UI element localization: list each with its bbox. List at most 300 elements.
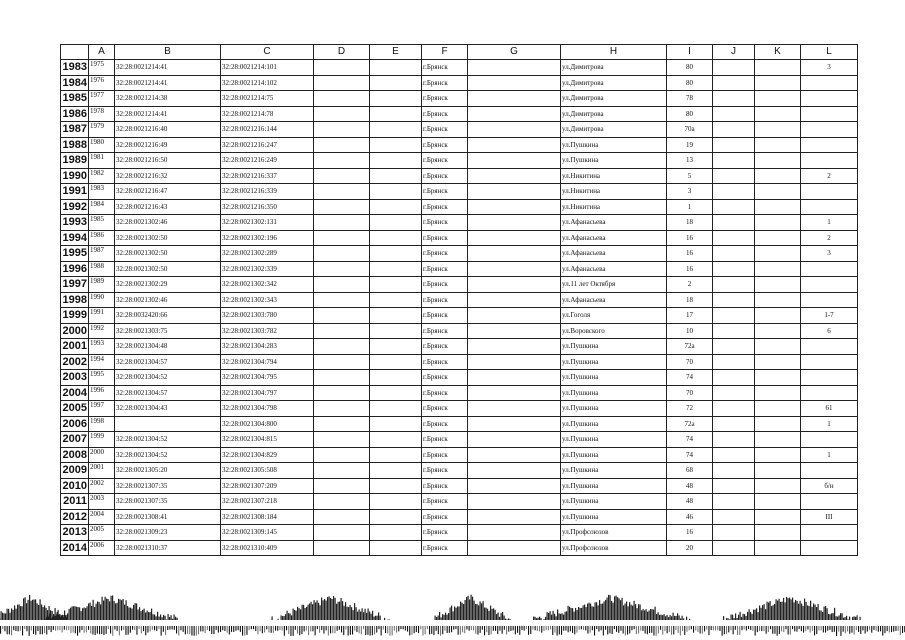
col-j-cell[interactable] bbox=[713, 447, 755, 463]
house-number-cell[interactable]: 16 bbox=[667, 261, 713, 277]
city-cell[interactable]: г.Брянск bbox=[422, 478, 468, 494]
street-cell[interactable]: ул.Димитрова bbox=[561, 60, 667, 76]
col-e-cell[interactable] bbox=[370, 494, 422, 510]
apartment-cell[interactable] bbox=[801, 199, 858, 215]
street-cell[interactable]: ул.Пушкина bbox=[561, 509, 667, 525]
city-cell[interactable]: г.Брянск bbox=[422, 91, 468, 107]
house-number-cell[interactable]: 1 bbox=[667, 199, 713, 215]
col-d-cell[interactable] bbox=[314, 354, 370, 370]
col-k-cell[interactable] bbox=[755, 75, 801, 91]
col-k-cell[interactable] bbox=[755, 447, 801, 463]
cadastral-number-cell[interactable]: 32:28:0021302:339 bbox=[221, 261, 314, 277]
apartment-cell[interactable] bbox=[801, 354, 858, 370]
apartment-cell[interactable] bbox=[801, 339, 858, 355]
column-header-c[interactable]: C bbox=[221, 45, 314, 60]
col-g-cell[interactable] bbox=[468, 370, 561, 386]
col-a-cell[interactable]: 1985 bbox=[89, 215, 115, 231]
col-j-cell[interactable] bbox=[713, 137, 755, 153]
house-number-cell[interactable]: 17 bbox=[667, 308, 713, 324]
col-k-cell[interactable] bbox=[755, 463, 801, 479]
col-g-cell[interactable] bbox=[468, 106, 561, 122]
col-d-cell[interactable] bbox=[314, 463, 370, 479]
col-e-cell[interactable] bbox=[370, 60, 422, 76]
col-a-cell[interactable]: 1977 bbox=[89, 91, 115, 107]
col-j-cell[interactable] bbox=[713, 463, 755, 479]
row-number[interactable]: 1999 bbox=[61, 308, 89, 324]
col-d-cell[interactable] bbox=[314, 416, 370, 432]
col-e-cell[interactable] bbox=[370, 370, 422, 386]
col-a-cell[interactable]: 1994 bbox=[89, 354, 115, 370]
house-number-cell[interactable]: 70 bbox=[667, 354, 713, 370]
street-cell[interactable]: ул.Никитина bbox=[561, 168, 667, 184]
cadastral-parent-cell[interactable] bbox=[115, 416, 221, 432]
column-header-a[interactable]: A bbox=[89, 45, 115, 60]
col-a-cell[interactable]: 1980 bbox=[89, 137, 115, 153]
row-number[interactable]: 2006 bbox=[61, 416, 89, 432]
col-e-cell[interactable] bbox=[370, 122, 422, 138]
street-cell[interactable]: ул.Пушкина bbox=[561, 385, 667, 401]
city-cell[interactable]: г.Брянск bbox=[422, 323, 468, 339]
col-a-cell[interactable]: 2004 bbox=[89, 509, 115, 525]
col-g-cell[interactable] bbox=[468, 153, 561, 169]
col-g-cell[interactable] bbox=[468, 75, 561, 91]
row-number[interactable]: 1985 bbox=[61, 91, 89, 107]
col-a-cell[interactable]: 1978 bbox=[89, 106, 115, 122]
col-g-cell[interactable] bbox=[468, 122, 561, 138]
col-j-cell[interactable] bbox=[713, 122, 755, 138]
col-j-cell[interactable] bbox=[713, 261, 755, 277]
house-number-cell[interactable]: 20 bbox=[667, 540, 713, 556]
house-number-cell[interactable]: 78 bbox=[667, 91, 713, 107]
column-header-j[interactable]: J bbox=[713, 45, 755, 60]
col-j-cell[interactable] bbox=[713, 199, 755, 215]
cadastral-number-cell[interactable]: 32:28:0021216:249 bbox=[221, 153, 314, 169]
house-number-cell[interactable]: 70а bbox=[667, 122, 713, 138]
city-cell[interactable]: г.Брянск bbox=[422, 494, 468, 510]
street-cell[interactable]: ул.Пушкина bbox=[561, 416, 667, 432]
apartment-cell[interactable] bbox=[801, 261, 858, 277]
col-e-cell[interactable] bbox=[370, 106, 422, 122]
cadastral-number-cell[interactable]: 32:28:0021216:350 bbox=[221, 199, 314, 215]
cadastral-parent-cell[interactable]: 32:28:0021216:40 bbox=[115, 122, 221, 138]
cadastral-parent-cell[interactable]: 32:28:0021214:41 bbox=[115, 75, 221, 91]
col-a-cell[interactable]: 1999 bbox=[89, 432, 115, 448]
row-number[interactable]: 2004 bbox=[61, 385, 89, 401]
row-number[interactable]: 1995 bbox=[61, 246, 89, 262]
column-header-i[interactable]: I bbox=[667, 45, 713, 60]
apartment-cell[interactable] bbox=[801, 370, 858, 386]
col-j-cell[interactable] bbox=[713, 385, 755, 401]
cadastral-parent-cell[interactable]: 32:28:0021302:29 bbox=[115, 277, 221, 293]
cadastral-parent-cell[interactable]: 32:28:0021309:23 bbox=[115, 525, 221, 541]
col-e-cell[interactable] bbox=[370, 339, 422, 355]
apartment-cell[interactable]: 1-7 bbox=[801, 308, 858, 324]
street-cell[interactable]: ул.Профсоюзов bbox=[561, 525, 667, 541]
house-number-cell[interactable]: 80 bbox=[667, 75, 713, 91]
col-g-cell[interactable] bbox=[468, 385, 561, 401]
col-j-cell[interactable] bbox=[713, 370, 755, 386]
house-number-cell[interactable]: 2 bbox=[667, 277, 713, 293]
apartment-cell[interactable] bbox=[801, 122, 858, 138]
apartment-cell[interactable]: б/н bbox=[801, 478, 858, 494]
row-number[interactable]: 1993 bbox=[61, 215, 89, 231]
col-g-cell[interactable] bbox=[468, 494, 561, 510]
street-cell[interactable]: ул.Пушкина bbox=[561, 339, 667, 355]
col-e-cell[interactable] bbox=[370, 230, 422, 246]
column-header-e[interactable]: E bbox=[370, 45, 422, 60]
house-number-cell[interactable]: 46 bbox=[667, 509, 713, 525]
street-cell[interactable]: ул.Афанасьева bbox=[561, 292, 667, 308]
row-number[interactable]: 1989 bbox=[61, 153, 89, 169]
col-j-cell[interactable] bbox=[713, 416, 755, 432]
cadastral-number-cell[interactable]: 32:28:0021304:795 bbox=[221, 370, 314, 386]
row-number[interactable]: 2000 bbox=[61, 323, 89, 339]
col-e-cell[interactable] bbox=[370, 168, 422, 184]
cadastral-number-cell[interactable]: 32:28:0021216:339 bbox=[221, 184, 314, 200]
col-a-cell[interactable]: 1990 bbox=[89, 292, 115, 308]
col-g-cell[interactable] bbox=[468, 199, 561, 215]
cadastral-number-cell[interactable]: 32:28:0021304:800 bbox=[221, 416, 314, 432]
col-d-cell[interactable] bbox=[314, 339, 370, 355]
col-d-cell[interactable] bbox=[314, 137, 370, 153]
cadastral-number-cell[interactable]: 32:28:0021304:815 bbox=[221, 432, 314, 448]
col-g-cell[interactable] bbox=[468, 339, 561, 355]
city-cell[interactable]: г.Брянск bbox=[422, 416, 468, 432]
street-cell[interactable]: ул.Гоголя bbox=[561, 308, 667, 324]
cadastral-parent-cell[interactable]: 32:28:0021216:49 bbox=[115, 137, 221, 153]
col-g-cell[interactable] bbox=[468, 60, 561, 76]
col-d-cell[interactable] bbox=[314, 168, 370, 184]
col-k-cell[interactable] bbox=[755, 106, 801, 122]
col-d-cell[interactable] bbox=[314, 540, 370, 556]
row-number[interactable]: 1986 bbox=[61, 106, 89, 122]
col-d-cell[interactable] bbox=[314, 199, 370, 215]
col-k-cell[interactable] bbox=[755, 370, 801, 386]
col-e-cell[interactable] bbox=[370, 385, 422, 401]
col-j-cell[interactable] bbox=[713, 153, 755, 169]
apartment-cell[interactable] bbox=[801, 463, 858, 479]
cadastral-parent-cell[interactable]: 32:28:0021302:50 bbox=[115, 261, 221, 277]
cadastral-number-cell[interactable]: 32:28:0021214:78 bbox=[221, 106, 314, 122]
col-e-cell[interactable] bbox=[370, 463, 422, 479]
city-cell[interactable]: г.Брянск bbox=[422, 137, 468, 153]
col-g-cell[interactable] bbox=[468, 261, 561, 277]
col-g-cell[interactable] bbox=[468, 323, 561, 339]
apartment-cell[interactable]: 2 bbox=[801, 230, 858, 246]
col-e-cell[interactable] bbox=[370, 199, 422, 215]
col-k-cell[interactable] bbox=[755, 60, 801, 76]
cadastral-number-cell[interactable]: 32:28:0021216:337 bbox=[221, 168, 314, 184]
city-cell[interactable]: г.Брянск bbox=[422, 401, 468, 417]
city-cell[interactable]: г.Брянск bbox=[422, 432, 468, 448]
cadastral-parent-cell[interactable]: 32:28:0021307:35 bbox=[115, 478, 221, 494]
corner-header[interactable] bbox=[61, 45, 89, 60]
cadastral-number-cell[interactable]: 32:28:0021309:145 bbox=[221, 525, 314, 541]
col-k-cell[interactable] bbox=[755, 246, 801, 262]
col-k-cell[interactable] bbox=[755, 91, 801, 107]
city-cell[interactable]: г.Брянск bbox=[422, 122, 468, 138]
street-cell[interactable]: ул.Пушкина bbox=[561, 494, 667, 510]
cadastral-parent-cell[interactable]: 32:28:0021308:41 bbox=[115, 509, 221, 525]
city-cell[interactable]: г.Брянск bbox=[422, 370, 468, 386]
cadastral-parent-cell[interactable]: 32:28:0021302:46 bbox=[115, 292, 221, 308]
col-e-cell[interactable] bbox=[370, 246, 422, 262]
city-cell[interactable]: г.Брянск bbox=[422, 525, 468, 541]
col-j-cell[interactable] bbox=[713, 540, 755, 556]
cadastral-parent-cell[interactable]: 32:28:0021303:75 bbox=[115, 323, 221, 339]
col-e-cell[interactable] bbox=[370, 91, 422, 107]
apartment-cell[interactable] bbox=[801, 277, 858, 293]
col-g-cell[interactable] bbox=[468, 308, 561, 324]
col-d-cell[interactable] bbox=[314, 494, 370, 510]
cadastral-number-cell[interactable]: 32:28:0021304:798 bbox=[221, 401, 314, 417]
column-header-k[interactable]: K bbox=[755, 45, 801, 60]
col-k-cell[interactable] bbox=[755, 509, 801, 525]
col-a-cell[interactable]: 1986 bbox=[89, 230, 115, 246]
col-k-cell[interactable] bbox=[755, 184, 801, 200]
col-j-cell[interactable] bbox=[713, 339, 755, 355]
col-g-cell[interactable] bbox=[468, 292, 561, 308]
col-a-cell[interactable]: 1975 bbox=[89, 60, 115, 76]
row-number[interactable]: 2005 bbox=[61, 401, 89, 417]
col-g-cell[interactable] bbox=[468, 509, 561, 525]
house-number-cell[interactable]: 16 bbox=[667, 246, 713, 262]
col-e-cell[interactable] bbox=[370, 401, 422, 417]
col-d-cell[interactable] bbox=[314, 385, 370, 401]
column-header-g[interactable]: G bbox=[468, 45, 561, 60]
col-e-cell[interactable] bbox=[370, 447, 422, 463]
col-a-cell[interactable]: 2005 bbox=[89, 525, 115, 541]
col-k-cell[interactable] bbox=[755, 401, 801, 417]
row-number[interactable]: 2008 bbox=[61, 447, 89, 463]
col-g-cell[interactable] bbox=[468, 401, 561, 417]
col-a-cell[interactable]: 1981 bbox=[89, 153, 115, 169]
cadastral-parent-cell[interactable]: 32:28:0021307:35 bbox=[115, 494, 221, 510]
cadastral-parent-cell[interactable]: 32:28:0021214:41 bbox=[115, 60, 221, 76]
col-a-cell[interactable]: 1989 bbox=[89, 277, 115, 293]
house-number-cell[interactable]: 72 bbox=[667, 401, 713, 417]
city-cell[interactable]: г.Брянск bbox=[422, 184, 468, 200]
col-a-cell[interactable]: 1979 bbox=[89, 122, 115, 138]
col-d-cell[interactable] bbox=[314, 401, 370, 417]
apartment-cell[interactable]: 61 bbox=[801, 401, 858, 417]
row-number[interactable]: 1988 bbox=[61, 137, 89, 153]
col-j-cell[interactable] bbox=[713, 525, 755, 541]
col-k-cell[interactable] bbox=[755, 385, 801, 401]
col-g-cell[interactable] bbox=[468, 184, 561, 200]
street-cell[interactable]: ул.Димитрова bbox=[561, 75, 667, 91]
col-e-cell[interactable] bbox=[370, 540, 422, 556]
col-k-cell[interactable] bbox=[755, 416, 801, 432]
col-g-cell[interactable] bbox=[468, 525, 561, 541]
col-d-cell[interactable] bbox=[314, 91, 370, 107]
city-cell[interactable]: г.Брянск bbox=[422, 168, 468, 184]
col-a-cell[interactable]: 1992 bbox=[89, 323, 115, 339]
apartment-cell[interactable] bbox=[801, 292, 858, 308]
city-cell[interactable]: г.Брянск bbox=[422, 199, 468, 215]
col-g-cell[interactable] bbox=[468, 416, 561, 432]
col-d-cell[interactable] bbox=[314, 230, 370, 246]
col-j-cell[interactable] bbox=[713, 277, 755, 293]
cadastral-number-cell[interactable]: 32:28:0021304:797 bbox=[221, 385, 314, 401]
apartment-cell[interactable]: 1 bbox=[801, 416, 858, 432]
apartment-cell[interactable]: 6 bbox=[801, 323, 858, 339]
col-e-cell[interactable] bbox=[370, 184, 422, 200]
cadastral-parent-cell[interactable]: 32:28:0021304:52 bbox=[115, 370, 221, 386]
cadastral-parent-cell[interactable]: 32:28:0021304:57 bbox=[115, 354, 221, 370]
row-number[interactable]: 2010 bbox=[61, 478, 89, 494]
col-a-cell[interactable]: 2006 bbox=[89, 540, 115, 556]
row-number[interactable]: 1987 bbox=[61, 122, 89, 138]
col-k-cell[interactable] bbox=[755, 292, 801, 308]
row-number[interactable]: 2009 bbox=[61, 463, 89, 479]
street-cell[interactable]: ул.Димитрова bbox=[561, 106, 667, 122]
col-a-cell[interactable]: 1998 bbox=[89, 416, 115, 432]
col-d-cell[interactable] bbox=[314, 106, 370, 122]
col-k-cell[interactable] bbox=[755, 215, 801, 231]
cadastral-parent-cell[interactable]: 32:28:0021304:43 bbox=[115, 401, 221, 417]
col-j-cell[interactable] bbox=[713, 509, 755, 525]
row-number[interactable]: 1983 bbox=[61, 60, 89, 76]
house-number-cell[interactable]: 3 bbox=[667, 184, 713, 200]
apartment-cell[interactable]: 3 bbox=[801, 246, 858, 262]
col-d-cell[interactable] bbox=[314, 323, 370, 339]
column-header-b[interactable]: B bbox=[115, 45, 221, 60]
house-number-cell[interactable]: 48 bbox=[667, 478, 713, 494]
cadastral-parent-cell[interactable]: 32:28:0021216:32 bbox=[115, 168, 221, 184]
col-e-cell[interactable] bbox=[370, 525, 422, 541]
col-k-cell[interactable] bbox=[755, 540, 801, 556]
col-e-cell[interactable] bbox=[370, 292, 422, 308]
col-d-cell[interactable] bbox=[314, 432, 370, 448]
col-a-cell[interactable]: 2001 bbox=[89, 463, 115, 479]
cadastral-parent-cell[interactable]: 32:28:0021216:43 bbox=[115, 199, 221, 215]
apartment-cell[interactable] bbox=[801, 525, 858, 541]
cadastral-number-cell[interactable]: 32:28:0021216:247 bbox=[221, 137, 314, 153]
col-j-cell[interactable] bbox=[713, 184, 755, 200]
col-e-cell[interactable] bbox=[370, 153, 422, 169]
col-e-cell[interactable] bbox=[370, 75, 422, 91]
row-number[interactable]: 2014 bbox=[61, 540, 89, 556]
cadastral-number-cell[interactable]: 32:28:0021302:342 bbox=[221, 277, 314, 293]
col-j-cell[interactable] bbox=[713, 494, 755, 510]
column-header-h[interactable]: H bbox=[561, 45, 667, 60]
house-number-cell[interactable]: 80 bbox=[667, 60, 713, 76]
col-g-cell[interactable] bbox=[468, 432, 561, 448]
house-number-cell[interactable]: 74 bbox=[667, 447, 713, 463]
apartment-cell[interactable]: III bbox=[801, 509, 858, 525]
cadastral-number-cell[interactable]: 32:28:0021216:144 bbox=[221, 122, 314, 138]
row-number[interactable]: 2002 bbox=[61, 354, 89, 370]
cadastral-parent-cell[interactable]: 32:28:0021216:50 bbox=[115, 153, 221, 169]
col-a-cell[interactable]: 2003 bbox=[89, 494, 115, 510]
col-k-cell[interactable] bbox=[755, 137, 801, 153]
col-e-cell[interactable] bbox=[370, 137, 422, 153]
column-header-l[interactable]: L bbox=[801, 45, 858, 60]
house-number-cell[interactable]: 80 bbox=[667, 106, 713, 122]
city-cell[interactable]: г.Брянск bbox=[422, 261, 468, 277]
col-a-cell[interactable]: 1996 bbox=[89, 385, 115, 401]
row-number[interactable]: 2012 bbox=[61, 509, 89, 525]
col-g-cell[interactable] bbox=[468, 91, 561, 107]
house-number-cell[interactable]: 5 bbox=[667, 168, 713, 184]
col-e-cell[interactable] bbox=[370, 308, 422, 324]
street-cell[interactable]: ул.11 лет Октября bbox=[561, 277, 667, 293]
cadastral-parent-cell[interactable]: 32:28:0021302:46 bbox=[115, 215, 221, 231]
row-number[interactable]: 2003 bbox=[61, 370, 89, 386]
col-a-cell[interactable]: 2002 bbox=[89, 478, 115, 494]
col-d-cell[interactable] bbox=[314, 246, 370, 262]
house-number-cell[interactable]: 18 bbox=[667, 215, 713, 231]
apartment-cell[interactable] bbox=[801, 494, 858, 510]
cadastral-number-cell[interactable]: 32:28:0021304:794 bbox=[221, 354, 314, 370]
col-d-cell[interactable] bbox=[314, 122, 370, 138]
col-a-cell[interactable]: 1987 bbox=[89, 246, 115, 262]
col-j-cell[interactable] bbox=[713, 432, 755, 448]
col-d-cell[interactable] bbox=[314, 370, 370, 386]
col-j-cell[interactable] bbox=[713, 91, 755, 107]
apartment-cell[interactable] bbox=[801, 137, 858, 153]
cadastral-number-cell[interactable]: 32:28:0021302:196 bbox=[221, 230, 314, 246]
col-j-cell[interactable] bbox=[713, 323, 755, 339]
col-g-cell[interactable] bbox=[468, 478, 561, 494]
col-e-cell[interactable] bbox=[370, 478, 422, 494]
cadastral-number-cell[interactable]: 32:28:0021214:101 bbox=[221, 60, 314, 76]
column-header-f[interactable]: F bbox=[422, 45, 468, 60]
row-number[interactable]: 1996 bbox=[61, 261, 89, 277]
col-a-cell[interactable]: 1983 bbox=[89, 184, 115, 200]
col-g-cell[interactable] bbox=[468, 354, 561, 370]
house-number-cell[interactable]: 70 bbox=[667, 385, 713, 401]
col-a-cell[interactable]: 1993 bbox=[89, 339, 115, 355]
city-cell[interactable]: г.Брянск bbox=[422, 308, 468, 324]
cadastral-parent-cell[interactable]: 32:28:0021305:20 bbox=[115, 463, 221, 479]
col-j-cell[interactable] bbox=[713, 292, 755, 308]
street-cell[interactable]: ул.Профсоюзов bbox=[561, 540, 667, 556]
col-d-cell[interactable] bbox=[314, 447, 370, 463]
cadastral-number-cell[interactable]: 32:28:0021214:75 bbox=[221, 91, 314, 107]
col-k-cell[interactable] bbox=[755, 323, 801, 339]
row-number[interactable]: 2007 bbox=[61, 432, 89, 448]
street-cell[interactable]: ул.Пушкина bbox=[561, 153, 667, 169]
cadastral-parent-cell[interactable]: 32:28:0021304:48 bbox=[115, 339, 221, 355]
apartment-cell[interactable]: 2 bbox=[801, 168, 858, 184]
city-cell[interactable]: г.Брянск bbox=[422, 447, 468, 463]
row-number[interactable]: 1991 bbox=[61, 184, 89, 200]
street-cell[interactable]: ул.Пушкина bbox=[561, 370, 667, 386]
col-k-cell[interactable] bbox=[755, 122, 801, 138]
col-e-cell[interactable] bbox=[370, 354, 422, 370]
col-k-cell[interactable] bbox=[755, 261, 801, 277]
col-g-cell[interactable] bbox=[468, 540, 561, 556]
col-e-cell[interactable] bbox=[370, 261, 422, 277]
row-number[interactable]: 1990 bbox=[61, 168, 89, 184]
cadastral-number-cell[interactable]: 32:28:0021308:184 bbox=[221, 509, 314, 525]
col-j-cell[interactable] bbox=[713, 478, 755, 494]
col-e-cell[interactable] bbox=[370, 416, 422, 432]
col-a-cell[interactable]: 1988 bbox=[89, 261, 115, 277]
col-k-cell[interactable] bbox=[755, 230, 801, 246]
col-a-cell[interactable]: 1991 bbox=[89, 308, 115, 324]
apartment-cell[interactable] bbox=[801, 540, 858, 556]
apartment-cell[interactable]: 1 bbox=[801, 447, 858, 463]
col-d-cell[interactable] bbox=[314, 478, 370, 494]
col-j-cell[interactable] bbox=[713, 308, 755, 324]
street-cell[interactable]: ул.Воровского bbox=[561, 323, 667, 339]
cadastral-number-cell[interactable]: 32:28:0021307:209 bbox=[221, 478, 314, 494]
col-d-cell[interactable] bbox=[314, 277, 370, 293]
house-number-cell[interactable]: 72а bbox=[667, 416, 713, 432]
